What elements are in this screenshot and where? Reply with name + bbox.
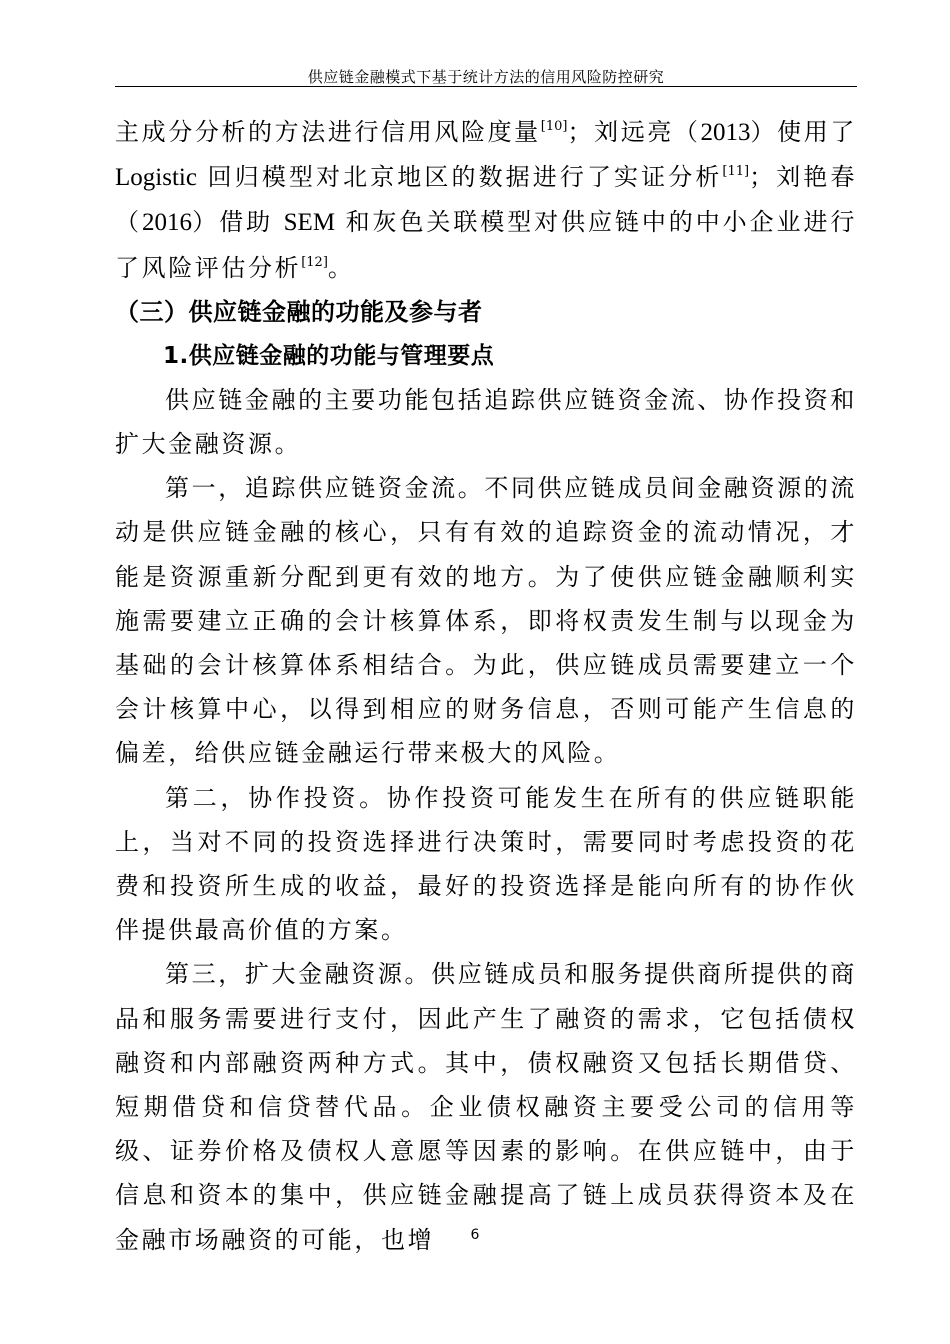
paragraph-second-function: 第二，协作投资。协作投资可能发生在所有的供应链职能上，当对不同的投资选择进行决策时，需要同时考虑投资的花费和投资所生成的收益，最好的投资选择是能向所有的协作伙伴提供最高价值的方案。 [115, 783, 857, 945]
intro-text-5: ；刘艳春（ [115, 163, 857, 237]
year-2016: 2016 [141, 209, 192, 237]
term-logistic: Logistic [115, 164, 197, 192]
paragraph-functions-overview: 供应链金融的主要功能包括追踪供应链资金流、协作投资和扩大金融资源。 [115, 385, 857, 459]
intro-text-6: ）借助 [191, 208, 284, 237]
intro-text-7: 和灰色关联模型对供应链中的中小企业进行了风险评估分析 [115, 208, 857, 282]
year-2013: 2013 [700, 119, 751, 146]
citation-11: [11] [722, 164, 750, 180]
intro-text-8: 。 [327, 253, 355, 282]
citation-12: [12] [301, 254, 328, 270]
running-header: 供应链金融模式下基于统计方法的信用风险防控研究 [307, 68, 665, 86]
intro-text-1: 主成分分析的方法进行信用风险度量 [115, 118, 541, 146]
intro-text-2: ；刘远亮（ [567, 118, 701, 146]
section-heading: （三）供应链金融的功能及参与者 [115, 297, 483, 326]
intro-paragraph [115, 110, 857, 290]
subsection-heading: 1.供应链金融的功能与管理要点 [163, 342, 495, 369]
intro-text-4: 回归模型对北京地区的数据进行了实证分析 [196, 163, 723, 192]
intro-text-3: ）使用了 [750, 118, 857, 146]
page-number: 6 [470, 1227, 480, 1243]
term-sem: SEM [283, 209, 336, 237]
header-rule [115, 86, 857, 87]
paragraph-first-function: 第一，追踪供应链资金流。不同供应链成员间金融资源的流动是供应链金融的核心，只有有效的追踪资金的流动情况，才能是资源重新分配到更有效的地方。为了使供应链金融顺利实施需要建立正确的会计核算体系，即将权责发生制与以现金为基础的会计核算体系相结合。为此，供应链成员需要建立一个会计核算中心，以得到相应的财务信息，否则可能产生信息的偏差，给供应链金融运行带来极大的风险。 [115, 474, 857, 768]
citation-10: [10] [540, 119, 568, 134]
body-text [115, 110, 857, 1262]
paragraph-third-function: 第三，扩大金融资源。供应链成员和服务提供商所提供的商品和服务需要进行支付，因此产生了融资的需求，它包括债权融资和内部融资两种方式。其中，债权融资又包括长期借贷、短期借贷和信贷替代品。企业债权融资主要受公司的信用等级、证券价格及债权人意愿等因素的影响。在供应链中，由于信息和资本的集中，供应链金融提高了链上成员获得资本及在金融市场融资的可能，也增 [115, 960, 857, 1254]
